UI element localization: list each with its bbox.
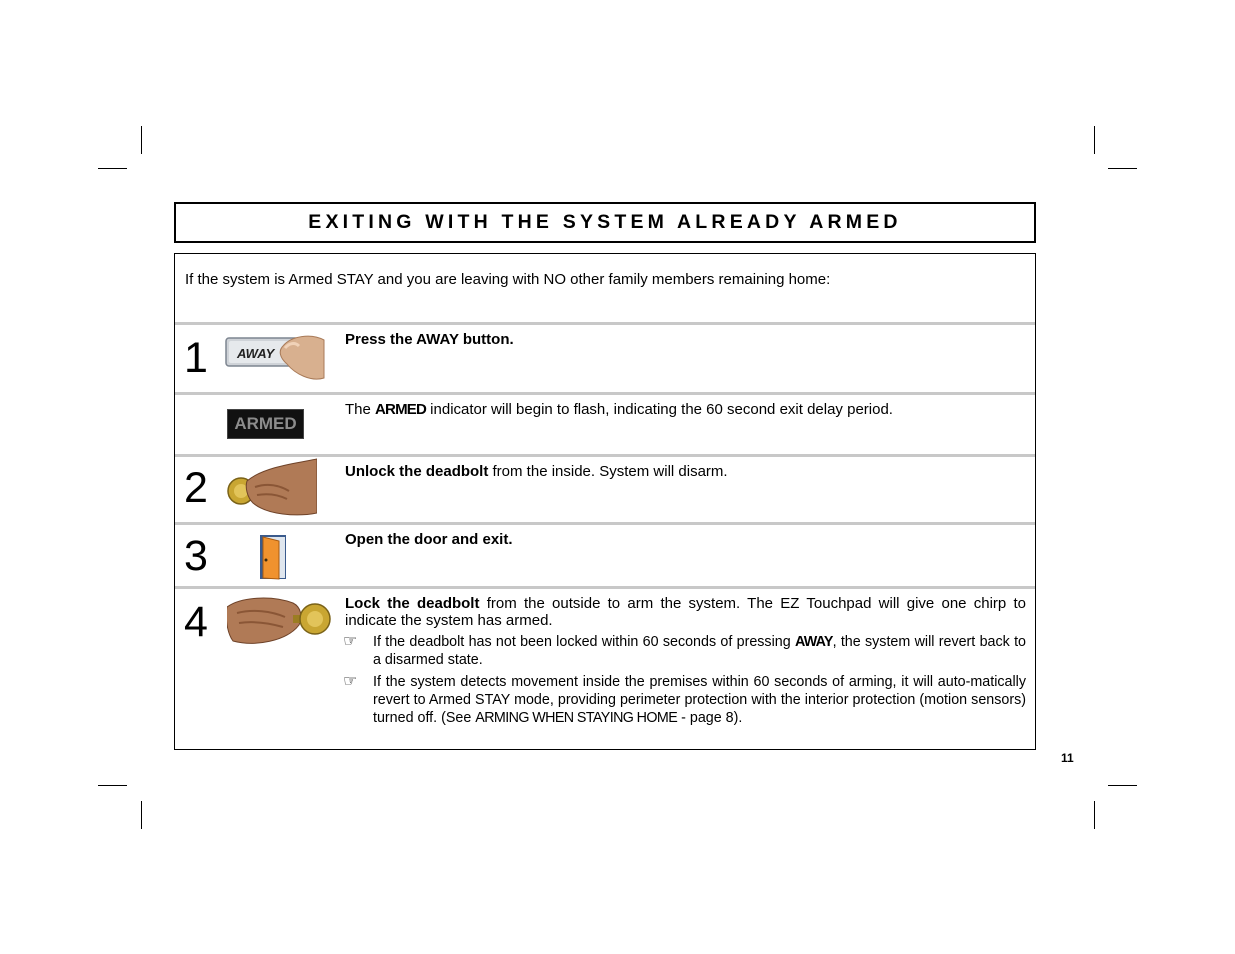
step-2-text: Unlock the deadbolt from the inside. System will disarm. <box>345 463 728 480</box>
open-door-icon <box>257 533 289 586</box>
hand-locking-deadbolt-image <box>227 593 331 654</box>
step-number: 1 <box>184 334 208 382</box>
armed-indicator-row <box>175 392 1035 454</box>
instruction-box <box>174 253 1036 750</box>
pointing-hand-icon: ☞ <box>343 633 358 650</box>
crop-mark <box>98 785 127 786</box>
hand-unlocking-deadbolt-image <box>227 457 317 522</box>
armed-text: The ARMED indicator will begin to flash, indicating the 60 second exit delay period. <box>345 401 893 418</box>
page-number: 11 <box>1061 751 1074 765</box>
step-number: 3 <box>184 532 208 580</box>
armed-indicator-label: ARMED <box>234 414 297 433</box>
step-4-text: Lock the deadbolt from the outside to arm the system. The EZ Touchpad will give one chirp to indicate the system has armed. <box>345 595 1026 629</box>
crop-mark <box>98 168 127 169</box>
step-4-row <box>175 586 1035 752</box>
pointing-hand-icon: ☞ <box>343 673 358 690</box>
step-3-text: Open the door and exit. <box>345 531 513 548</box>
crop-mark <box>1108 168 1137 169</box>
crop-mark <box>141 126 142 154</box>
step-3-row <box>175 522 1035 586</box>
away-button-label: AWAY <box>237 346 275 361</box>
crop-mark <box>1094 126 1095 154</box>
crop-mark <box>141 801 142 829</box>
note-2: ☞ If the system detects movement inside the premises within 60 seconds of arming, it will auto-matically revert to Armed STAY mode, providing perimeter protection with the interior protection (motion sensors) turned off. (See ARMING WHEN STAYING HOME - page 8). <box>343 673 1026 726</box>
step-1-text: Press the AWAY button. <box>345 331 514 348</box>
crop-mark <box>1108 785 1137 786</box>
step-1-row <box>175 322 1035 392</box>
note-1: ☞ If the deadbolt has not been locked within 60 seconds of pressing AWAY, the system will revert back to a disarmed state. <box>343 633 1026 668</box>
step-2-row <box>175 454 1035 522</box>
crop-mark <box>1094 801 1095 829</box>
armed-indicator <box>227 409 304 439</box>
page-title: EXITING WITH THE SYSTEM ALREADY ARMED <box>174 202 1036 243</box>
away-button-press-image <box>225 334 325 385</box>
intro-text: If the system is Armed STAY and you are leaving with NO other family members remaining home: <box>185 271 831 288</box>
step-number: 4 <box>184 598 208 646</box>
step-number: 2 <box>184 464 208 512</box>
